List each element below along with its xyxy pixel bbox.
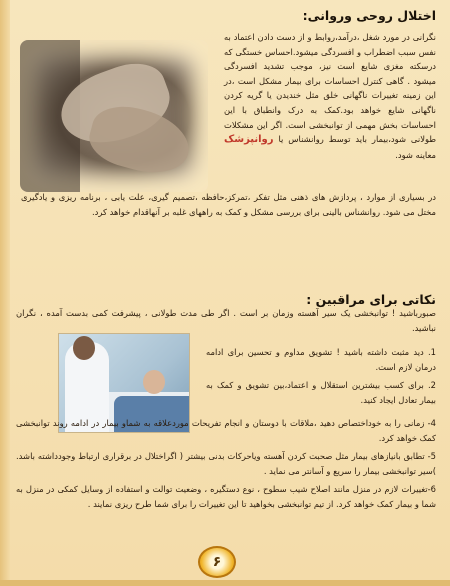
caregivers-intro: صبورباشید ! توانبخشی یک سیر آهسته وزمان بر است . اگر طی مدت طولانی ، پیشرفت کمی بدست آمده ، نگران نباشید. [16, 308, 436, 333]
mental-paragraph-bottom: در بسیاری از موارد ، پردازش های ذهنی مثل تفکر ،تمرکز،حافظه ،تصمیم گیری، علت یابی ، برنامه ریزی و یادگیری مختل می شود. روانشناس بالینی برای بررسی مشکل و کمک به راههای غلبه بر آنهاقدام خواهد کرد. [21, 192, 436, 217]
list-item: 6-تغییرات لازم در منزل مانند اصلاح شیب سطوح ، نوع دستگیره ، وضعیت توالت و استفاده از وسایل کمکی در منزل به شما و بیمار کمک خواهد کرد. از تیم توانبخشی بخواهید تا این تغییرات را برای شما طرح ریزی نمایند . [16, 484, 436, 509]
list-item: 4- زمانی را به خوداختصاص دهید ،ملاقات با دوستان و انجام تفریحات موردعلاقه به شماو بیمار در ادامه روند توانبخشی کمک خواهد کرد. [16, 418, 436, 443]
page-number-badge: ۶ [198, 546, 236, 578]
decorative-strip [0, 0, 10, 586]
mental-text: نگرانی در مورد شغل ،درآمد،روابط و از دست دادن اعتماد به نفس سبب اضطراب و افسردگی میشود.احساس خستگی که درسکته مغزی شایع است نیز، موجب تشدید افسردگی میشود . گاهی کنترل احساسات برای بیمار مشکل است ،در این زمینه تغییرات ناگهانی خلق مثل خندیدن یا گریه کردن ناگهانی شایع خواهد بود.کمک به درک وانطباق با این احساسات بخش مهمی از توانبخشی است. اگر این مشکلات طولانی شود،بیمار باید توسط روانشناس یا [224, 32, 436, 145]
list-item: 5- تطابق بانیازهای بیمار مثل صحبت کردن آهسته ویاحرکات بدنی بیشتر ( اگراختلال در برقراری ارتباط وجودداشته باشد. )سیر توانبخشی بیمار را سریع و آسانتر می نماید . [16, 451, 436, 476]
list-item: 2. برای کسب بیشترین استقلال و اعتماد،بین تشویق و کمک به بیمار تعادل ایجاد کنید. [206, 380, 436, 405]
bottom-border [0, 580, 450, 586]
tips-list-bottom [16, 416, 436, 516]
tips-list-top [206, 345, 436, 411]
holding-hands-photo [20, 40, 208, 192]
mental-paragraph-top [224, 30, 436, 162]
list-item: 1. دید مثبت داشته باشید ! تشویق مداوم و تحسین برای ادامه درمان لازم است. [206, 347, 436, 372]
section-title-caregivers: نکاتی برای مراقبین : [306, 292, 436, 307]
psychiatrist-highlight: روانپزشک [224, 134, 274, 146]
section-title-mental: اختلال روحی وروانی: [302, 8, 436, 23]
mental-text-end: معاینه شود. [395, 149, 436, 160]
